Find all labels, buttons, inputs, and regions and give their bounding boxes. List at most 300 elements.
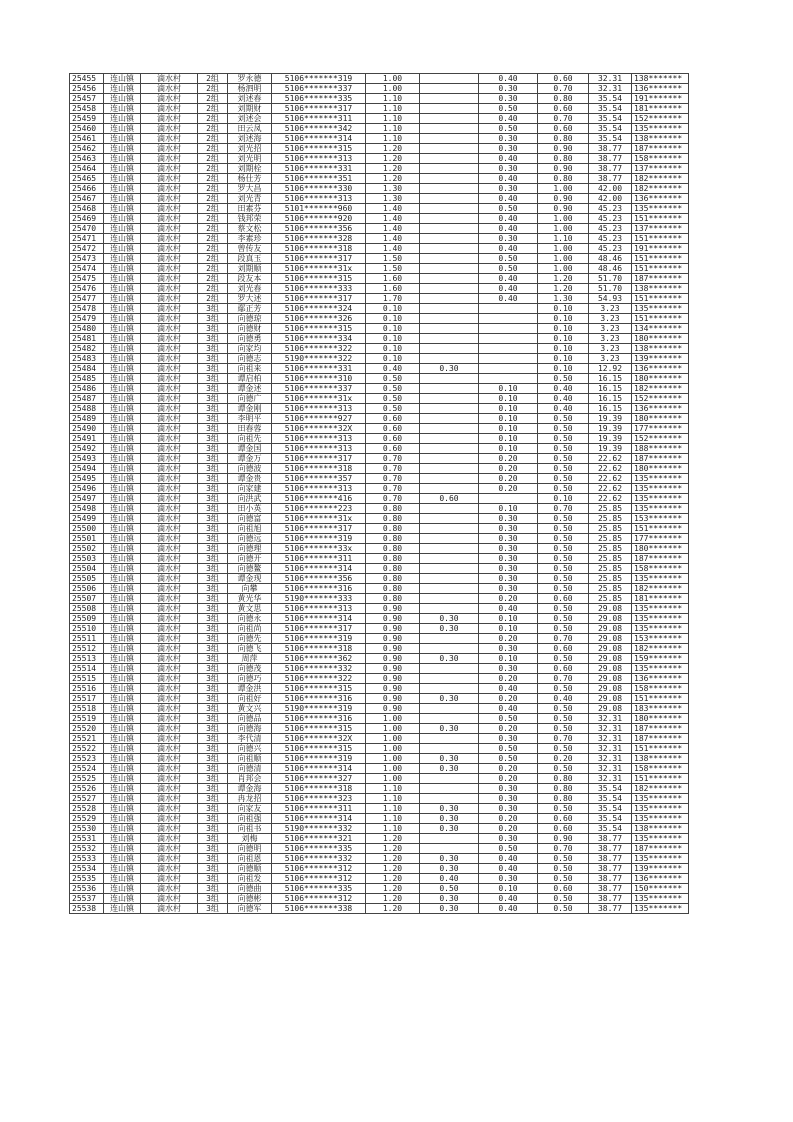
cell-village: 滴水村 xyxy=(141,114,198,124)
cell-town: 连山镇 xyxy=(104,864,141,874)
cell-id_card: 5106*******319 xyxy=(272,534,366,544)
cell-c8: 0.10 xyxy=(479,654,538,664)
cell-c7 xyxy=(420,414,479,424)
cell-c10: 35.54 xyxy=(589,94,632,104)
cell-group: 3组 xyxy=(198,714,228,724)
cell-name: 刘期栓 xyxy=(228,164,272,174)
cell-id: 25526 xyxy=(70,784,104,794)
cell-phone: 138******* xyxy=(632,284,689,294)
cell-c9: 0.40 xyxy=(538,694,589,704)
cell-town: 连山镇 xyxy=(104,604,141,614)
cell-c8: 0.20 xyxy=(479,464,538,474)
cell-name: 向洪武 xyxy=(228,494,272,504)
cell-group: 2组 xyxy=(198,114,228,124)
cell-c7 xyxy=(420,554,479,564)
table-row xyxy=(70,304,689,314)
cell-id: 25538 xyxy=(70,904,104,914)
cell-id: 25472 xyxy=(70,244,104,254)
cell-village: 滴水村 xyxy=(141,394,198,404)
cell-area: 1.20 xyxy=(366,164,420,174)
cell-town: 连山镇 xyxy=(104,224,141,234)
cell-group: 2组 xyxy=(198,174,228,184)
cell-group: 3组 xyxy=(198,514,228,524)
cell-c9: 0.50 xyxy=(538,564,589,574)
cell-id: 25455 xyxy=(70,74,104,84)
cell-area: 1.20 xyxy=(366,844,420,854)
cell-c9: 0.70 xyxy=(538,674,589,684)
cell-c10: 35.54 xyxy=(589,804,632,814)
cell-town: 连山镇 xyxy=(104,344,141,354)
cell-c10: 35.54 xyxy=(589,784,632,794)
cell-c9: 0.50 xyxy=(538,574,589,584)
cell-id: 25515 xyxy=(70,674,104,684)
cell-c9: 0.90 xyxy=(538,194,589,204)
cell-town: 连山镇 xyxy=(104,784,141,794)
table-row xyxy=(70,444,689,454)
cell-id: 25523 xyxy=(70,754,104,764)
cell-name: 刘期顺 xyxy=(228,264,272,274)
cell-c9: 0.70 xyxy=(538,84,589,94)
cell-town: 连山镇 xyxy=(104,884,141,894)
table-row xyxy=(70,564,689,574)
cell-town: 连山镇 xyxy=(104,634,141,644)
cell-area: 0.10 xyxy=(366,324,420,334)
table-row xyxy=(70,904,689,914)
cell-town: 连山镇 xyxy=(104,134,141,144)
cell-c9: 0.10 xyxy=(538,344,589,354)
cell-area: 1.20 xyxy=(366,894,420,904)
cell-phone: 187******* xyxy=(632,724,689,734)
cell-name: 刘光春 xyxy=(228,284,272,294)
cell-id: 25464 xyxy=(70,164,104,174)
cell-village: 滴水村 xyxy=(141,504,198,514)
cell-c8: 0.20 xyxy=(479,774,538,784)
cell-c7 xyxy=(420,454,479,464)
cell-c8: 0.40 xyxy=(479,194,538,204)
cell-c9: 0.50 xyxy=(538,704,589,714)
cell-c9: 0.50 xyxy=(538,464,589,474)
cell-area: 1.40 xyxy=(366,244,420,254)
cell-id: 25456 xyxy=(70,84,104,94)
cell-c7 xyxy=(420,604,479,614)
cell-town: 连山镇 xyxy=(104,384,141,394)
cell-phone: 150******* xyxy=(632,884,689,894)
cell-phone: 135******* xyxy=(632,814,689,824)
table-row xyxy=(70,214,689,224)
cell-group: 3组 xyxy=(198,504,228,514)
cell-c7 xyxy=(420,574,479,584)
cell-town: 连山镇 xyxy=(104,284,141,294)
cell-group: 3组 xyxy=(198,614,228,624)
cell-c8: 0.10 xyxy=(479,624,538,634)
cell-name: 向德明 xyxy=(228,844,272,854)
table-row xyxy=(70,434,689,444)
table-row xyxy=(70,154,689,164)
cell-area: 0.70 xyxy=(366,464,420,474)
cell-id_card: 5106*******335 xyxy=(272,94,366,104)
table-row xyxy=(70,624,689,634)
cell-c8: 0.40 xyxy=(479,284,538,294)
cell-c7: 0.30 xyxy=(420,694,479,704)
cell-phone: 139******* xyxy=(632,864,689,874)
cell-town: 连山镇 xyxy=(104,424,141,434)
cell-phone: 135******* xyxy=(632,904,689,914)
cell-area: 1.20 xyxy=(366,884,420,894)
cell-c10: 42.00 xyxy=(589,184,632,194)
cell-group: 2组 xyxy=(198,144,228,154)
cell-town: 连山镇 xyxy=(104,694,141,704)
cell-c7 xyxy=(420,394,479,404)
cell-village: 滴水村 xyxy=(141,834,198,844)
cell-c9: 0.10 xyxy=(538,494,589,504)
cell-name: 黄文兴 xyxy=(228,704,272,714)
cell-id_card: 5106*******223 xyxy=(272,504,366,514)
cell-name: 向德彬 xyxy=(228,894,272,904)
cell-c8: 0.30 xyxy=(479,534,538,544)
cell-town: 连山镇 xyxy=(104,434,141,444)
table-row xyxy=(70,104,689,114)
cell-phone: 137******* xyxy=(632,164,689,174)
cell-c10: 16.15 xyxy=(589,394,632,404)
cell-area: 1.00 xyxy=(366,754,420,764)
cell-name: 向德理 xyxy=(228,544,272,554)
cell-phone: 188******* xyxy=(632,444,689,454)
table-row xyxy=(70,694,689,704)
cell-name: 罗大述 xyxy=(228,294,272,304)
cell-phone: 136******* xyxy=(632,364,689,374)
cell-village: 滴水村 xyxy=(141,644,198,654)
cell-id_card: 5106*******326 xyxy=(272,314,366,324)
cell-c10: 22.62 xyxy=(589,464,632,474)
cell-c8: 0.20 xyxy=(479,674,538,684)
cell-village: 滴水村 xyxy=(141,94,198,104)
table-row xyxy=(70,424,689,434)
cell-c7: 0.40 xyxy=(420,874,479,884)
cell-town: 连山镇 xyxy=(104,144,141,154)
cell-c9: 1.30 xyxy=(538,294,589,304)
cell-id: 25516 xyxy=(70,684,104,694)
table-row xyxy=(70,634,689,644)
cell-town: 连山镇 xyxy=(104,624,141,634)
cell-village: 滴水村 xyxy=(141,884,198,894)
cell-id_card: 5106*******920 xyxy=(272,214,366,224)
cell-c10: 29.08 xyxy=(589,614,632,624)
table-row xyxy=(70,574,689,584)
cell-group: 3组 xyxy=(198,804,228,814)
cell-c9: 0.50 xyxy=(538,764,589,774)
table-row xyxy=(70,404,689,414)
cell-id_card: 5106*******342 xyxy=(272,124,366,134)
cell-c8: 0.30 xyxy=(479,514,538,524)
cell-id_card: 5106*******311 xyxy=(272,114,366,124)
cell-c7 xyxy=(420,524,479,534)
cell-id: 25495 xyxy=(70,474,104,484)
cell-area: 0.60 xyxy=(366,444,420,454)
cell-group: 3组 xyxy=(198,334,228,344)
cell-c10: 25.85 xyxy=(589,514,632,524)
cell-group: 2组 xyxy=(198,164,228,174)
table-row xyxy=(70,614,689,624)
cell-id: 25505 xyxy=(70,574,104,584)
cell-village: 滴水村 xyxy=(141,604,198,614)
cell-id_card: 5106*******317 xyxy=(272,254,366,264)
cell-id_card: 5106*******927 xyxy=(272,414,366,424)
cell-id: 25512 xyxy=(70,644,104,654)
cell-phone: 182******* xyxy=(632,644,689,654)
cell-c10: 38.77 xyxy=(589,894,632,904)
cell-area: 1.00 xyxy=(366,714,420,724)
table-row xyxy=(70,714,689,724)
cell-c10: 16.15 xyxy=(589,384,632,394)
table-row xyxy=(70,94,689,104)
cell-village: 滴水村 xyxy=(141,804,198,814)
cell-c10: 45.23 xyxy=(589,204,632,214)
cell-group: 3组 xyxy=(198,484,228,494)
cell-area: 1.10 xyxy=(366,804,420,814)
cell-id: 25457 xyxy=(70,94,104,104)
cell-id_card: 5106*******330 xyxy=(272,184,366,194)
cell-c7: 0.30 xyxy=(420,864,479,874)
cell-town: 连山镇 xyxy=(104,674,141,684)
cell-c9: 0.50 xyxy=(538,614,589,624)
cell-name: 向家友 xyxy=(228,804,272,814)
cell-c10: 22.62 xyxy=(589,474,632,484)
cell-phone: 135******* xyxy=(632,484,689,494)
cell-c10: 32.31 xyxy=(589,774,632,784)
cell-village: 滴水村 xyxy=(141,684,198,694)
cell-name: 刘述海 xyxy=(228,134,272,144)
table-row xyxy=(70,384,689,394)
cell-name: 曾传友 xyxy=(228,244,272,254)
cell-name: 刘述春 xyxy=(228,94,272,104)
cell-town: 连山镇 xyxy=(104,174,141,184)
cell-name: 向德飞 xyxy=(228,644,272,654)
cell-c9: 0.90 xyxy=(538,164,589,174)
cell-group: 3组 xyxy=(198,774,228,784)
cell-phone: 158******* xyxy=(632,564,689,574)
cell-c10: 3.23 xyxy=(589,354,632,364)
table-row xyxy=(70,484,689,494)
table-row xyxy=(70,704,689,714)
cell-group: 3组 xyxy=(198,854,228,864)
cell-c10: 3.23 xyxy=(589,334,632,344)
cell-area: 0.50 xyxy=(366,384,420,394)
cell-area: 0.80 xyxy=(366,504,420,514)
cell-group: 2组 xyxy=(198,234,228,244)
cell-phone: 158******* xyxy=(632,684,689,694)
cell-c8 xyxy=(479,374,538,384)
cell-phone: 135******* xyxy=(632,494,689,504)
cell-id: 25511 xyxy=(70,634,104,644)
cell-village: 滴水村 xyxy=(141,854,198,864)
cell-id_card: 5106*******335 xyxy=(272,884,366,894)
cell-id: 25459 xyxy=(70,114,104,124)
cell-area: 0.90 xyxy=(366,644,420,654)
table-row xyxy=(70,664,689,674)
cell-phone: 151******* xyxy=(632,294,689,304)
cell-village: 滴水村 xyxy=(141,784,198,794)
cell-c7 xyxy=(420,354,479,364)
cell-c9: 0.70 xyxy=(538,734,589,744)
cell-area: 1.30 xyxy=(366,184,420,194)
cell-village: 滴水村 xyxy=(141,354,198,364)
cell-c7: 0.50 xyxy=(420,884,479,894)
cell-name: 向德富 xyxy=(228,514,272,524)
cell-id_card: 5106*******317 xyxy=(272,454,366,464)
cell-id: 25468 xyxy=(70,204,104,214)
cell-village: 滴水村 xyxy=(141,244,198,254)
cell-id: 25483 xyxy=(70,354,104,364)
cell-area: 1.00 xyxy=(366,84,420,94)
cell-phone: 135******* xyxy=(632,504,689,514)
cell-town: 连山镇 xyxy=(104,574,141,584)
cell-id: 25494 xyxy=(70,464,104,474)
cell-id_card: 5106*******317 xyxy=(272,104,366,114)
table-row xyxy=(70,724,689,734)
cell-town: 连山镇 xyxy=(104,114,141,124)
cell-village: 滴水村 xyxy=(141,84,198,94)
cell-c7 xyxy=(420,484,479,494)
cell-town: 连山镇 xyxy=(104,534,141,544)
cell-group: 3组 xyxy=(198,864,228,874)
cell-id: 25491 xyxy=(70,434,104,444)
cell-c10: 45.23 xyxy=(589,234,632,244)
cell-area: 1.60 xyxy=(366,284,420,294)
cell-c10: 38.77 xyxy=(589,884,632,894)
cell-village: 滴水村 xyxy=(141,234,198,244)
table-row xyxy=(70,844,689,854)
cell-c7 xyxy=(420,304,479,314)
cell-group: 3组 xyxy=(198,734,228,744)
table-row xyxy=(70,134,689,144)
cell-name: 李明平 xyxy=(228,414,272,424)
cell-c10: 3.23 xyxy=(589,344,632,354)
cell-area: 0.50 xyxy=(366,394,420,404)
cell-id_card: 5106*******315 xyxy=(272,324,366,334)
cell-c8: 0.20 xyxy=(479,594,538,604)
cell-id_card: 5106*******31x xyxy=(272,394,366,404)
table-row xyxy=(70,464,689,474)
cell-id: 25484 xyxy=(70,364,104,374)
cell-id: 25467 xyxy=(70,194,104,204)
cell-c7 xyxy=(420,774,479,784)
cell-id: 25513 xyxy=(70,654,104,664)
cell-area: 1.10 xyxy=(366,134,420,144)
cell-c9: 0.50 xyxy=(538,804,589,814)
cell-name: 蔡文松 xyxy=(228,224,272,234)
cell-id_card: 5106*******356 xyxy=(272,574,366,584)
cell-village: 滴水村 xyxy=(141,564,198,574)
table-row xyxy=(70,184,689,194)
data-table xyxy=(69,73,689,914)
cell-c7 xyxy=(420,194,479,204)
cell-c7 xyxy=(420,134,479,144)
cell-id: 25473 xyxy=(70,254,104,264)
cell-c9: 0.40 xyxy=(538,384,589,394)
cell-village: 滴水村 xyxy=(141,414,198,424)
cell-village: 滴水村 xyxy=(141,374,198,384)
cell-phone: 151******* xyxy=(632,254,689,264)
cell-phone: 136******* xyxy=(632,84,689,94)
cell-village: 滴水村 xyxy=(141,554,198,564)
cell-village: 滴水村 xyxy=(141,664,198,674)
cell-name: 田素芬 xyxy=(228,204,272,214)
cell-phone: 137******* xyxy=(632,224,689,234)
cell-id: 25519 xyxy=(70,714,104,724)
cell-village: 滴水村 xyxy=(141,384,198,394)
cell-town: 连山镇 xyxy=(104,584,141,594)
cell-c10: 45.23 xyxy=(589,244,632,254)
cell-name: 向祖顺 xyxy=(228,754,272,764)
cell-c7 xyxy=(420,834,479,844)
cell-village: 滴水村 xyxy=(141,584,198,594)
cell-group: 3组 xyxy=(198,394,228,404)
table-row xyxy=(70,324,689,334)
cell-name: 段真玉 xyxy=(228,254,272,264)
cell-village: 滴水村 xyxy=(141,364,198,374)
cell-c9: 0.10 xyxy=(538,354,589,364)
cell-name: 向德军 xyxy=(228,904,272,914)
cell-town: 连山镇 xyxy=(104,824,141,834)
cell-id: 25525 xyxy=(70,774,104,784)
cell-group: 3组 xyxy=(198,384,228,394)
cell-c8 xyxy=(479,344,538,354)
cell-id_card: 5106*******357 xyxy=(272,474,366,484)
cell-c9: 0.50 xyxy=(538,434,589,444)
cell-id_card: 5106*******323 xyxy=(272,794,366,804)
cell-town: 连山镇 xyxy=(104,94,141,104)
cell-name: 刘光青 xyxy=(228,194,272,204)
cell-group: 2组 xyxy=(198,274,228,284)
cell-c7 xyxy=(420,84,479,94)
cell-town: 连山镇 xyxy=(104,814,141,824)
cell-id: 25533 xyxy=(70,854,104,864)
cell-village: 滴水村 xyxy=(141,74,198,84)
cell-phone: 134******* xyxy=(632,324,689,334)
cell-c8: 0.10 xyxy=(479,444,538,454)
cell-name: 黄文思 xyxy=(228,604,272,614)
table-row xyxy=(70,814,689,824)
cell-c8: 0.10 xyxy=(479,394,538,404)
cell-town: 连山镇 xyxy=(104,254,141,264)
cell-c10: 22.62 xyxy=(589,494,632,504)
cell-c8: 0.30 xyxy=(479,734,538,744)
cell-c10: 29.08 xyxy=(589,684,632,694)
cell-c10: 51.70 xyxy=(589,284,632,294)
cell-c8: 0.40 xyxy=(479,114,538,124)
cell-area: 0.60 xyxy=(366,414,420,424)
cell-town: 连山镇 xyxy=(104,484,141,494)
cell-c9: 0.80 xyxy=(538,134,589,144)
cell-c7 xyxy=(420,214,479,224)
cell-id: 25458 xyxy=(70,104,104,114)
cell-town: 连山镇 xyxy=(104,324,141,334)
cell-id: 25493 xyxy=(70,454,104,464)
cell-group: 3组 xyxy=(198,904,228,914)
cell-town: 连山镇 xyxy=(104,414,141,424)
cell-id_card: 5106*******313 xyxy=(272,444,366,454)
cell-c10: 22.62 xyxy=(589,484,632,494)
cell-group: 2组 xyxy=(198,214,228,224)
cell-id_card: 5106*******311 xyxy=(272,554,366,564)
cell-id: 25514 xyxy=(70,664,104,674)
cell-c7: 0.30 xyxy=(420,654,479,664)
cell-group: 2组 xyxy=(198,264,228,274)
cell-c8: 0.40 xyxy=(479,894,538,904)
cell-id_card: 5106*******328 xyxy=(272,234,366,244)
cell-id_card: 5106*******351 xyxy=(272,174,366,184)
cell-name: 田春蓉 xyxy=(228,424,272,434)
